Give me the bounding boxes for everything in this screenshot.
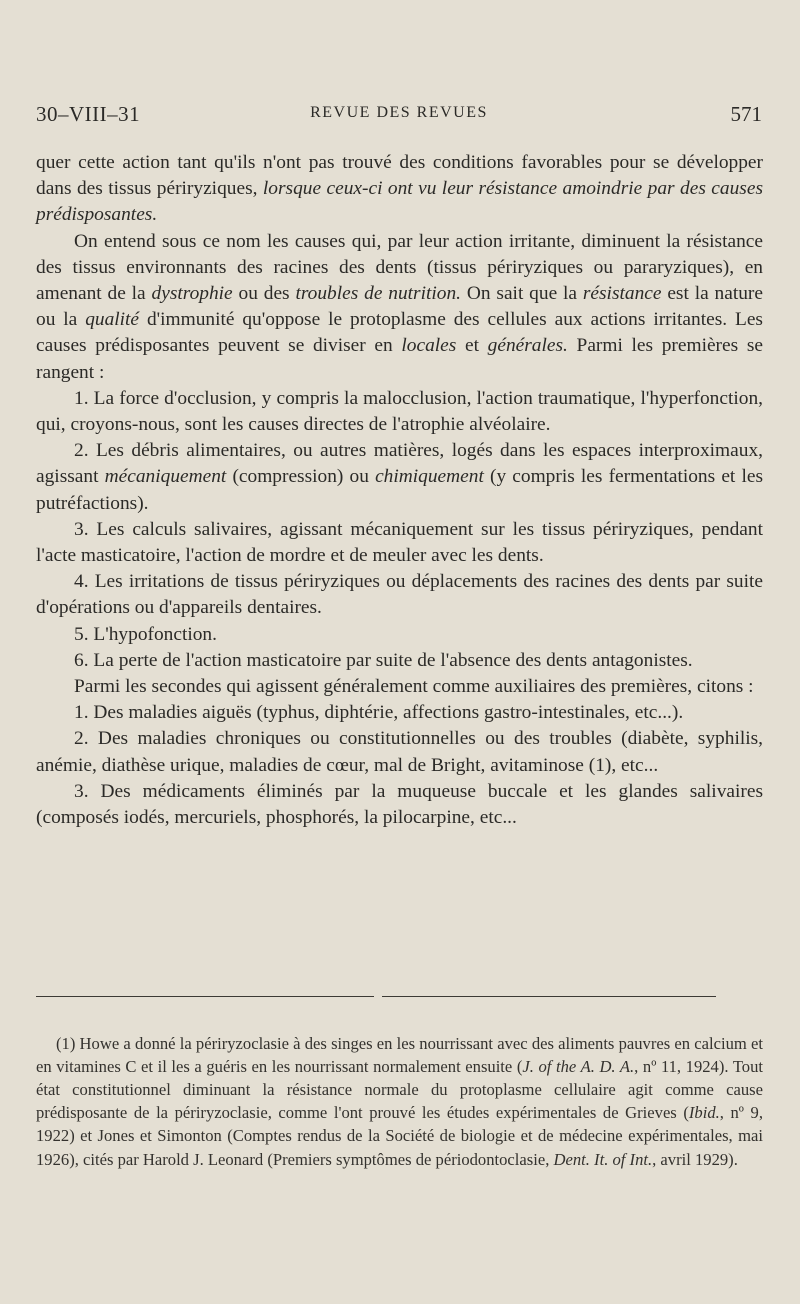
footnote-divider (382, 996, 716, 997)
paragraph: quer cette action tant qu'ils n'ont pas trouvé des conditions favorables pour se développer dans des tissus périryziques, lorsque ceux-ci ont vu leur résistance amoindrie par des causes prédisposantes. (36, 152, 763, 226)
article-body (36, 150, 763, 831)
list-item: 3. Les calculs salivaires, agissant mécaniquement sur les tissus périryziques, pendant l'acte masticatoire, l'action de mordre et de meuler avec les dents. (36, 518, 763, 567)
running-head (36, 102, 762, 126)
footnote-divider (36, 996, 374, 997)
issue-date: 30–VIII–31 (36, 102, 141, 126)
list-item: 1. Des maladies aiguës (typhus, diphtérie, affections gastro-intestinales, etc...). (74, 702, 684, 724)
list-item: 6. La perte de l'action masticatoire par suite de l'absence des dents antagonistes. (74, 649, 693, 671)
list-item: 5. L'hypofonction. (74, 623, 217, 645)
list-item: 3. Des médicaments éliminés par la muqueuse buccale et les glandes salivaires (composés iodés, mercuriels, phosphorés, la pilocarpine, etc... (36, 780, 763, 829)
list-item: 2. Les débris alimentaires, ou autres matières, logés dans les espaces interproximaux, agissant mécaniquement (compression) ou chimiquement (y compris les fermentations et les putréfactions). (36, 440, 763, 514)
journal-title: REVUE DES REVUES (310, 104, 488, 121)
paragraph: Parmi les secondes qui agissent généralement comme auxiliaires des premières, citons : (74, 676, 754, 698)
list-item: 1. La force d'occlusion, y compris la malocclusion, l'action traumatique, l'hyperfonction, qui, croyons-nous, sont les causes directes de l'atrophie alvéolaire. (36, 387, 763, 436)
list-item: 2. Des maladies chroniques ou constitutionnelles ou des troubles (diabète, syphilis, anémie, diathèse urique, maladies de cœur, mal de Bright, avitaminose (1), etc... (36, 728, 763, 776)
page-number: 571 (730, 102, 762, 126)
paragraph: On entend sous ce nom les causes qui, par leur action irritante, diminuent la résistance des tissus environnants des racines des dents (tissus périryziques ou pararyziques), en amenant de la dystrophie ou des troubles de nutrition. On sait que la résistance est la nature ou la qualité d'immunité qu'oppose le protoplasme des cellules aux actions irritantes. Les causes prédisposantes peuvent se diviser en locales et générales. Parmi les premières se rangent : (36, 230, 763, 383)
footnote: (1) Howe a donné la périryzoclasie à des singes en les nourrissant avec des aliments pauvres en calcium et en vitamines C et il les a guéris en les nourrissant normalement ensuite (J. of the A. D. A., nº 11, 1924). Tout état constitutionnel diminuant la résistance normale du protoplasme cellulaire agit comme cause prédisposante de la périryzoclasie, comme l'ont prouvé les études expérimentales de Grieves (Ibid., nº 9, 1922) et Jones et Simonton (Comptes rendus de la Société de biologie et de médecine expérimentales, mai 1926), cités par Harold J. Leonard (Premiers symptômes de périodontoclasie, Dent. It. of Int., avril 1929). (36, 1033, 763, 1169)
list-item: 4. Les irritations de tissus périryziques ou déplacements des racines des dents par suite d'opérations ou d'appareils dentaires. (36, 571, 763, 619)
